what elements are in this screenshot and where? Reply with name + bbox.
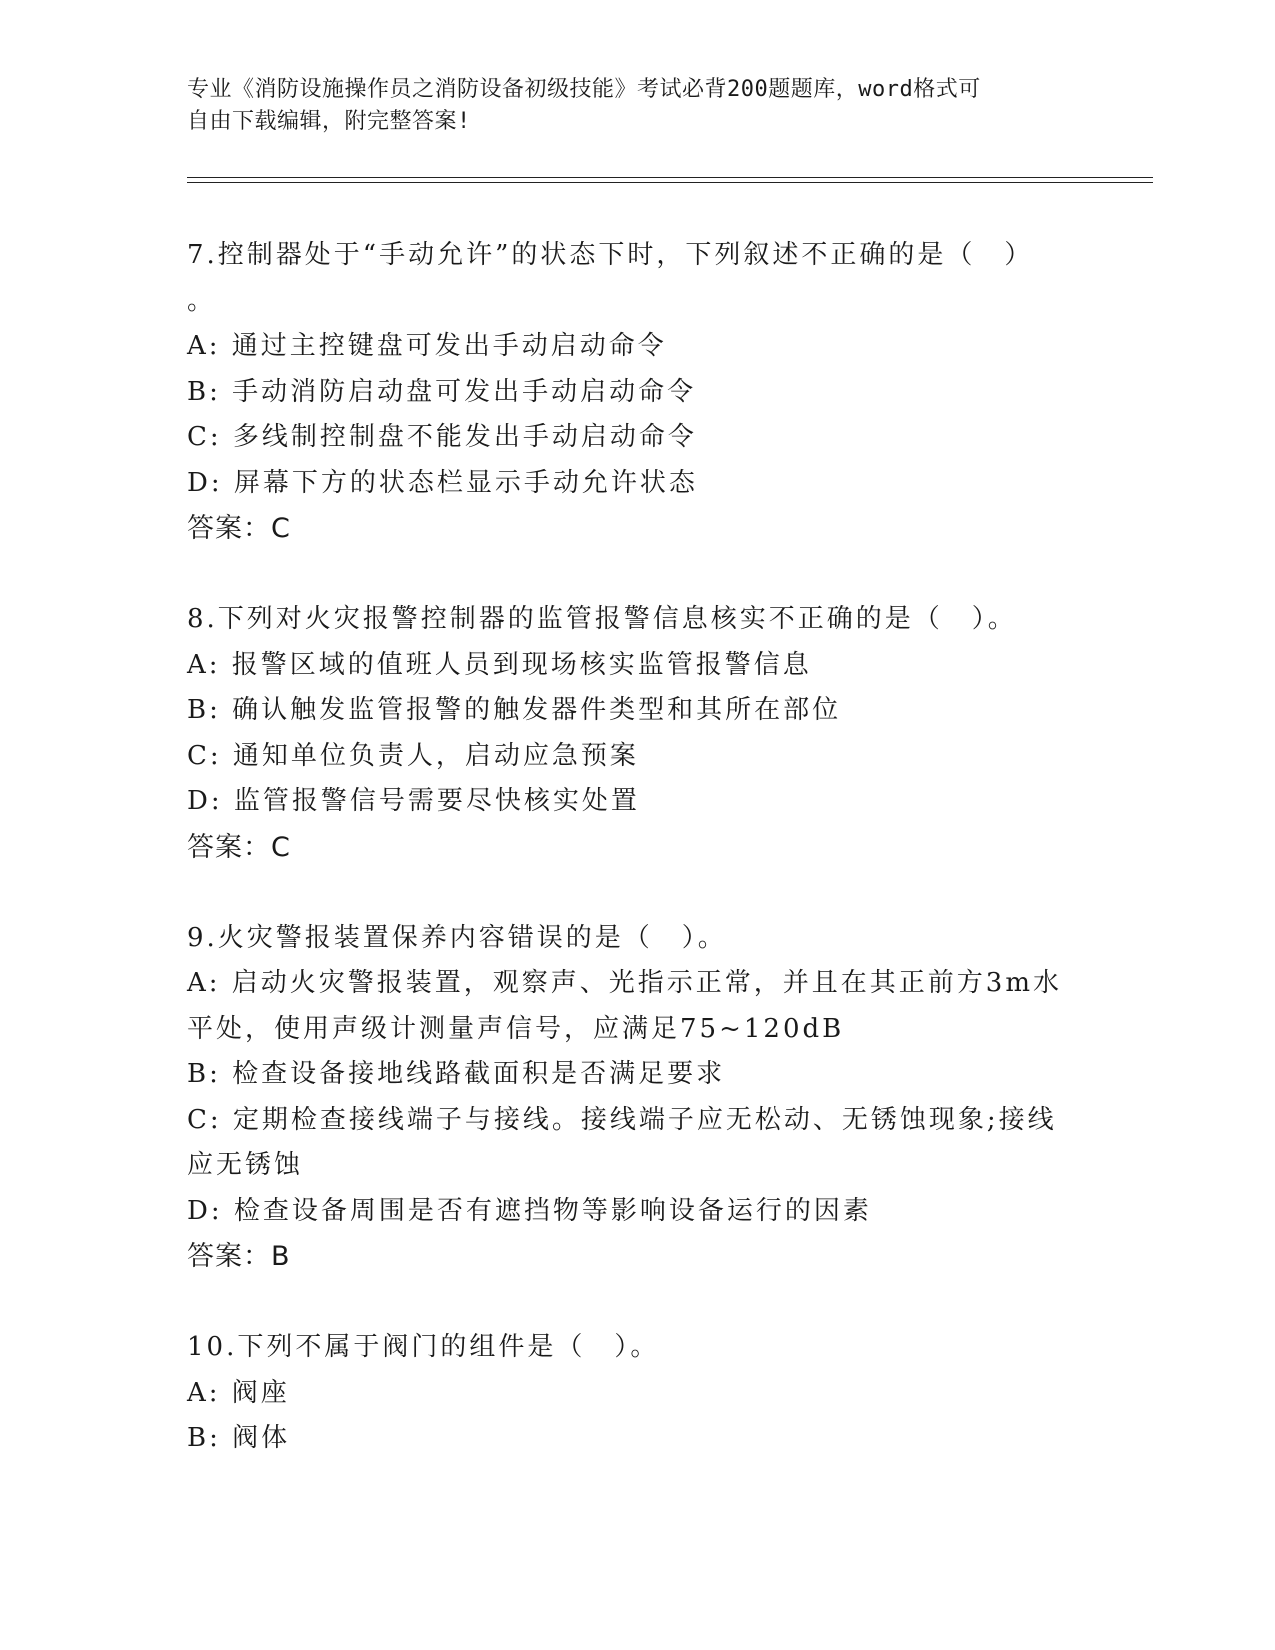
answer-option: A: 启动火灾警报装置，观察声、光指示正常，并且在其正前方3m水: [187, 968, 1062, 998]
correct-answer: 答案：B: [187, 1241, 291, 1272]
answer-option: A: 阀座: [187, 1377, 290, 1408]
answer-option: B: 检查设备接地线路截面积是否满足要求: [187, 1059, 726, 1089]
question-spacer: [187, 870, 1087, 916]
answer-option: D: 屏幕下方的状态栏显示手动允许状态: [187, 467, 698, 498]
answer-option: 平处，使用声级计测量声信号，应满足75~120dB: [187, 1013, 845, 1044]
header-divider-top: [187, 177, 1153, 178]
question-block: [187, 597, 1087, 870]
answer-option: C: 定期检查接线端子与接线。接线端子应无松动、无锈蚀现象;接线: [187, 1104, 1057, 1135]
question-block: [187, 233, 1087, 552]
answer-option: D: 监管报警信号需要尽快核实处置: [187, 786, 640, 816]
correct-answer: 答案：C: [187, 831, 291, 863]
answer-option: A: 报警区域的值班人员到现场核实监管报警信息: [187, 649, 812, 680]
question-block: [187, 1325, 1087, 1462]
question-spacer: [187, 552, 1087, 598]
question-list: [187, 233, 1087, 1462]
correct-answer: 答案：C: [187, 513, 291, 544]
answer-option: A: 通过主控键盘可发出手动启动命令: [187, 331, 667, 361]
question-stem: 10.下列不属于阀门的组件是（ ）。: [187, 1332, 660, 1362]
document-header: [187, 74, 1087, 138]
question-stem: 7.控制器处于“手动允许”的状态下时，下列叙述不正确的是（ ）: [187, 240, 1034, 270]
question-block: [187, 916, 1087, 1280]
answer-option: C: 多线制控制盘不能发出手动启动命令: [187, 422, 697, 452]
answer-option: C: 通知单位负责人，启动应急预案: [187, 740, 639, 771]
answer-option: B: 确认触发监管报警的触发器件类型和其所在部位: [187, 695, 842, 725]
answer-option: B: 阀体: [187, 1423, 291, 1453]
header-line-1: 专业《消防设施操作员之消防设备初级技能》考试必背200题题库，word格式可: [187, 77, 981, 102]
answer-option: D: 检查设备周围是否有遮挡物等影响设备运行的因素: [187, 1195, 872, 1226]
question-spacer: [187, 1280, 1087, 1326]
question-stem: 。: [187, 285, 217, 316]
header-line-2: 自由下载编辑，附完整答案!: [187, 109, 471, 134]
header-divider-bottom: [187, 182, 1153, 183]
question-stem: 9.火灾警报装置保养内容错误的是（ ）。: [187, 922, 727, 953]
answer-option: B: 手动消防启动盘可发出手动启动命令: [187, 376, 697, 407]
question-stem: 8.下列对火灾报警控制器的监管报警信息核实不正确的是（ ）。: [187, 604, 1017, 634]
answer-option: 应无锈蚀: [187, 1150, 304, 1180]
